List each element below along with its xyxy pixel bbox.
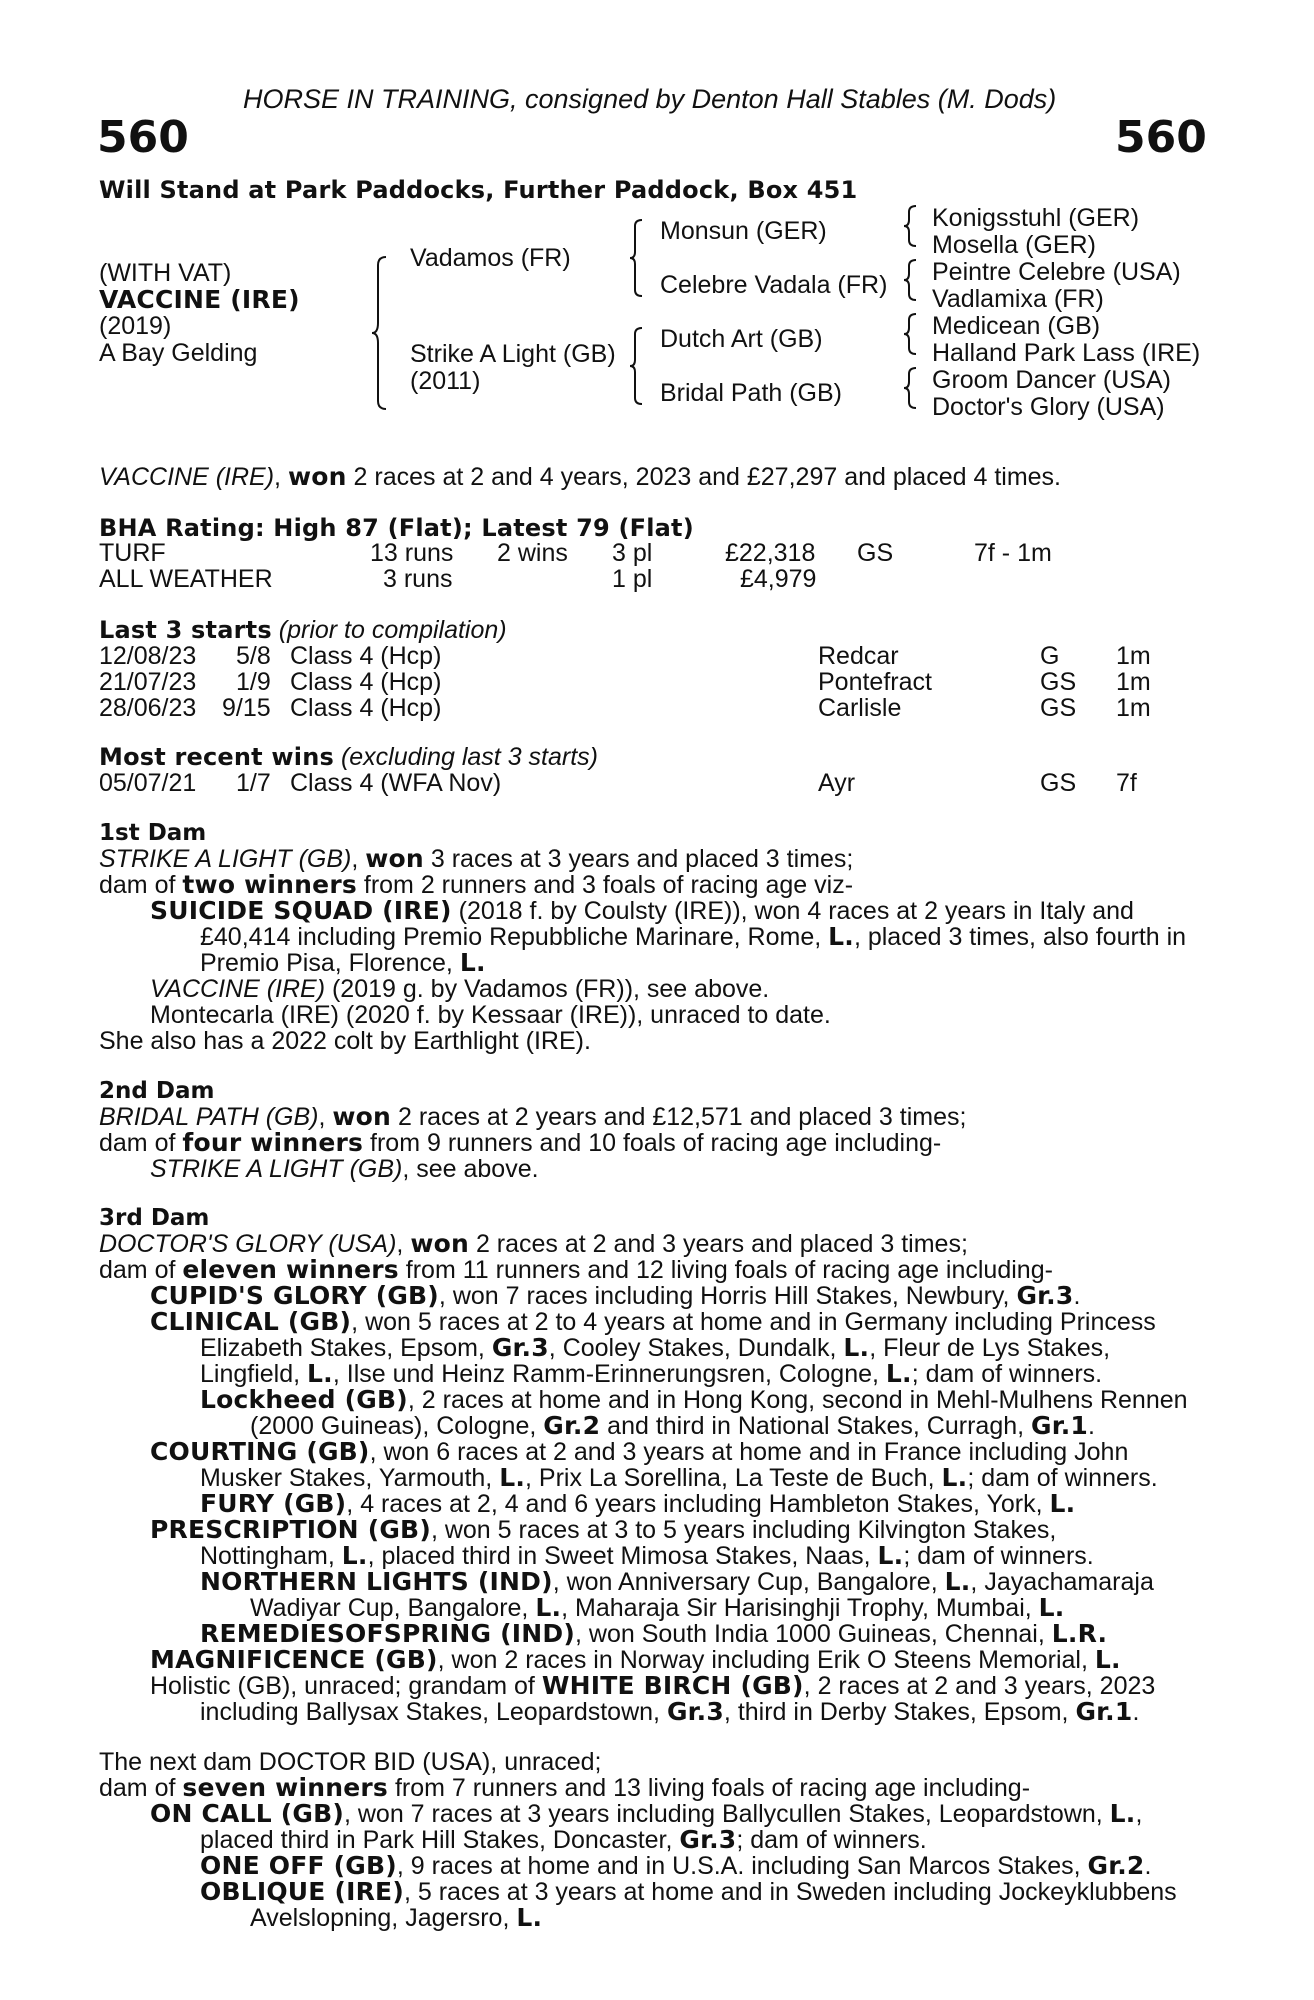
horse-description: A Bay Gelding	[99, 339, 258, 367]
text: dam of	[99, 871, 183, 899]
first-dam-line-1	[99, 846, 853, 872]
start-3-pos: 9/15	[222, 694, 271, 722]
on-call-line-2	[200, 1827, 927, 1853]
grandsire-3: Dutch Art (GB)	[660, 325, 823, 353]
first-dam-line-7: Montecarla (IRE) (2020 f. by Kessaar (IRE)), unraced to date.	[150, 1001, 831, 1029]
clinical-line-2	[200, 1335, 1110, 1361]
text: , 2 races at home and in Hong Kong, second in Mehl-Mulhens Rennen	[407, 1386, 1188, 1414]
bracket-ggp-1	[904, 204, 918, 248]
start-1-course: Redcar	[818, 642, 899, 670]
grade: Gr.3	[666, 1697, 724, 1726]
ggp-4: Vadlamixa (FR)	[932, 285, 1104, 313]
text: , won South India 1000 Guineas, Chennai,	[575, 1620, 1052, 1648]
grade: Gr.2	[1087, 1851, 1145, 1880]
text: , 5 races at 3 years at home and in Sweden including Jockeyklubbens	[403, 1878, 1177, 1906]
text: , 4 races at 2, 4 and 6 years including Hambleton Stakes, York,	[346, 1490, 1050, 1518]
ggp-2: Mosella (GER)	[932, 231, 1096, 259]
text: ,	[396, 1230, 411, 1258]
progeny-name: MAGNIFICENCE (GB)	[150, 1645, 438, 1674]
prescription-line-2	[200, 1543, 1094, 1569]
grade: L.R.	[1051, 1619, 1108, 1648]
start-3-course: Carlisle	[818, 694, 902, 722]
start-3-date: 28/06/23	[99, 694, 197, 722]
aw-prize: £4,979	[740, 565, 817, 593]
grade: L.	[1038, 1593, 1065, 1622]
progeny-name: OBLIQUE (IRE)	[200, 1877, 404, 1906]
win-1-course: Ayr	[818, 769, 856, 797]
progeny-name: NORTHERN LIGHTS (IND)	[200, 1567, 553, 1596]
text: from 7 runners and 13 living foals of racing age including-	[388, 1774, 1031, 1802]
text: .	[1132, 1698, 1140, 1726]
clinical-line-1	[150, 1309, 1156, 1335]
text: , 9 races at home and in U.S.A. including San Marcos Stakes,	[396, 1852, 1088, 1880]
start-1-date: 12/08/23	[99, 642, 197, 670]
text: , Fleur de Lys Stakes,	[869, 1334, 1111, 1362]
ggp-6: Halland Park Lass (IRE)	[932, 339, 1201, 367]
turf-runs: 13 runs	[370, 539, 454, 567]
winners-count: four winners	[182, 1128, 364, 1157]
grade: L.	[877, 1541, 904, 1570]
ggp-3: Peintre Celebre (USA)	[932, 258, 1181, 286]
winners-count: eleven winners	[182, 1255, 399, 1284]
cupids-glory-line	[150, 1283, 1080, 1309]
progeny-name: ONE OFF (GB)	[200, 1851, 397, 1880]
grade: Gr.3	[1016, 1281, 1074, 1310]
grade: L.	[828, 922, 854, 951]
start-1-class: Class 4 (Hcp)	[290, 642, 442, 670]
progeny-name: STRIKE A LIGHT (GB)	[150, 1155, 403, 1183]
text: ,	[1135, 1800, 1143, 1828]
ggp-8: Doctor's Glory (USA)	[932, 393, 1165, 421]
magnificence-line	[150, 1647, 1121, 1673]
grade: Gr.3	[679, 1825, 737, 1854]
progeny-name: PRESCRIPTION (GB)	[150, 1515, 431, 1544]
text: , 2 races at 2 and 3 years, 2023	[803, 1672, 1156, 1700]
text: , placed 3 times, also fourth in	[853, 923, 1187, 951]
first-dam-heading: 1st Dam	[99, 820, 207, 846]
text: , won 5 races at 3 to 5 years including Kilvington Stakes,	[430, 1516, 1057, 1544]
second-dam-name: BRIDAL PATH (GB)	[99, 1103, 319, 1131]
text: , won 5 races at 2 to 4 years at home and in Germany including Princess	[351, 1308, 1156, 1336]
lockheed-line-2	[250, 1413, 1095, 1439]
bracket-ggp-4	[904, 366, 918, 410]
text: , won 2 races in Norway including Erik O Steens Memorial,	[437, 1646, 1095, 1674]
text: , third in Derby Stakes, Epsom,	[723, 1698, 1076, 1726]
text: , see above.	[402, 1155, 539, 1183]
text: (2019 g. by Vadamos (FR)), see above.	[325, 975, 770, 1003]
courting-line-1	[150, 1439, 1128, 1465]
text: ; dam of winners.	[903, 1542, 1094, 1570]
aw-runs: 3 runs	[383, 565, 453, 593]
start-3-class: Class 4 (Hcp)	[290, 694, 442, 722]
last-starts-note: (prior to compilation)	[271, 616, 507, 644]
first-dam-line-5	[200, 950, 486, 976]
next-dam-line-2	[99, 1775, 1030, 1801]
recent-wins-note: (excluding last 3 starts)	[334, 743, 598, 771]
progeny-name: REMEDIESOFSPRING (IND)	[200, 1619, 576, 1648]
turf-going: GS	[857, 539, 894, 567]
text: (2000 Guineas), Cologne,	[250, 1412, 544, 1440]
text: .	[1073, 1282, 1081, 1310]
text: £40,414 including Premio Repubbliche Marinare, Rome,	[200, 923, 829, 951]
northern-lights-line-2	[250, 1595, 1064, 1621]
dam-year: (2011)	[410, 367, 481, 395]
race-summary: VACCINE (IRE), won 2 races at 2 and 4 years, 2023 and £27,297 and placed 4 times.	[99, 462, 1061, 491]
courting-line-2	[200, 1465, 1158, 1491]
text: , won 7 races including Horris Hill Stakes, Newbury,	[438, 1282, 1017, 1310]
grade: L.	[843, 1333, 870, 1362]
text: Avelslopning, Jagersro,	[250, 1904, 517, 1932]
lockheed-line-1	[200, 1387, 1188, 1413]
text: Lingfield,	[200, 1360, 308, 1388]
grade: L.	[1109, 1799, 1136, 1828]
progeny-name: SUICIDE SQUAD (IRE)	[150, 896, 452, 925]
horse-year: (2019)	[99, 312, 172, 340]
win-1-pos: 1/7	[236, 769, 271, 797]
last-starts-title: Last 3 starts	[99, 616, 272, 644]
vat-note: (WITH VAT)	[99, 259, 232, 287]
text: dam of	[99, 1256, 183, 1284]
grade: L.	[944, 1567, 971, 1596]
grade: L.	[941, 1463, 968, 1492]
text: dam of	[99, 1129, 183, 1157]
text: and third in National Stakes, Curragh,	[600, 1412, 1032, 1440]
text: from 11 runners and 12 living foals of racing age including-	[398, 1256, 1053, 1284]
text: 2 races at 2 years and £12,571 and placed 3 times;	[391, 1103, 967, 1131]
text: , Maharaja Sir Harisinghji Trophy, Mumbai,	[561, 1594, 1039, 1622]
third-dam-name: DOCTOR'S GLORY (USA)	[99, 1230, 397, 1258]
third-dam-line-1	[99, 1231, 968, 1257]
first-dam-line-8: She also has a 2022 colt by Earthlight (IRE).	[99, 1027, 591, 1055]
third-dam-heading: 3rd Dam	[99, 1205, 210, 1231]
holistic-line-1	[150, 1673, 1155, 1699]
turf-distance: 7f - 1m	[974, 539, 1052, 567]
won-label: won	[332, 1102, 392, 1131]
text: ; dam of winners.	[967, 1464, 1158, 1492]
text: ; dam of winners.	[736, 1826, 927, 1854]
next-dam-line-1: The next dam DOCTOR BID (USA), unraced;	[99, 1748, 602, 1776]
text: Musker Stakes, Yarmouth,	[200, 1464, 500, 1492]
oblique-line-1	[200, 1879, 1177, 1905]
grade: L.	[499, 1463, 526, 1492]
progeny-name: FURY (GB)	[200, 1489, 347, 1518]
text: dam of	[99, 1774, 183, 1802]
start-2-course: Pontefract	[818, 668, 932, 696]
start-3-dist: 1m	[1116, 694, 1151, 722]
start-2-class: Class 4 (Hcp)	[290, 668, 442, 696]
ggp-1: Konigsstuhl (GER)	[932, 204, 1140, 232]
win-1-class: Class 4 (WFA Nov)	[290, 769, 502, 797]
text: Elizabeth Stakes, Epsom,	[200, 1334, 492, 1362]
text: ; dam of winners.	[911, 1360, 1103, 1388]
second-dam-line-2	[99, 1130, 941, 1156]
second-dam-line-1	[99, 1104, 966, 1130]
text: (2018 f. by Coulsty (IRE)), won 4 races at 2 years in Italy and	[451, 897, 1134, 925]
clinical-line-3	[200, 1361, 1102, 1387]
horse-name: VACCINE (IRE)	[99, 285, 300, 314]
start-2-date: 21/07/23	[99, 668, 197, 696]
start-1-going: G	[1040, 642, 1060, 670]
last-starts-heading	[99, 617, 507, 643]
grade: L.	[516, 1903, 543, 1932]
win-1-dist: 7f	[1116, 769, 1137, 797]
text: ,	[318, 1103, 333, 1131]
text: .	[1144, 1852, 1152, 1880]
recent-wins-title: Most recent wins	[99, 743, 334, 771]
grade: Gr.1	[1075, 1697, 1133, 1726]
prescription-line-1	[150, 1517, 1056, 1543]
text: , Prix La Sorellina, La Teste de Buch,	[525, 1464, 942, 1492]
text: ,	[351, 845, 366, 873]
turf-placed: 3 pl	[612, 539, 653, 567]
bracket-ggp-2	[904, 258, 918, 302]
remediesofspring-line	[200, 1621, 1107, 1647]
text: Wadiyar Cup, Bangalore,	[250, 1594, 536, 1622]
sire-name: Vadamos (FR)	[410, 244, 571, 272]
aw-placed: 1 pl	[612, 565, 653, 593]
second-dam-line-3	[150, 1156, 539, 1182]
grade: L.	[535, 1593, 562, 1622]
grade: L.	[307, 1359, 333, 1388]
summary-horse: VACCINE (IRE)	[99, 463, 275, 491]
summary-won: won	[287, 462, 347, 491]
holistic-line-2	[200, 1699, 1139, 1725]
grade: Gr.1	[1031, 1411, 1089, 1440]
grade: Gr.2	[543, 1411, 601, 1440]
first-dam-line-6	[150, 976, 769, 1002]
text: including Ballysax Stakes, Leopardstown,	[200, 1698, 667, 1726]
lot-number-right: 560	[1115, 112, 1207, 163]
first-dam-line-2	[99, 872, 853, 898]
first-dam-line-4	[200, 924, 1186, 950]
progeny-name: VACCINE (IRE)	[150, 975, 326, 1003]
text: .	[1088, 1412, 1095, 1440]
won-label: won	[365, 844, 424, 873]
text: Nottingham,	[200, 1542, 342, 1570]
bracket-parents	[372, 255, 388, 411]
turf-wins: 2 wins	[497, 539, 568, 567]
text: from 2 runners and 3 foals of racing age viz-	[356, 871, 854, 899]
win-1-date: 05/07/21	[99, 769, 197, 797]
consignment-line: HORSE IN TRAINING, consigned by Denton Hall Stables (M. Dods)	[243, 84, 1057, 114]
text: , won Anniversary Cup, Bangalore,	[552, 1568, 945, 1596]
winners-count: two winners	[182, 870, 357, 899]
progeny-name: ON CALL (GB)	[150, 1799, 344, 1828]
text: 2 races at 2 and 3 years and placed 3 times;	[469, 1230, 968, 1258]
turf-prize: £22,318	[725, 539, 816, 567]
grade: L.	[885, 1359, 912, 1388]
grade: L.	[1094, 1645, 1121, 1674]
northern-lights-line-1	[200, 1569, 1154, 1595]
text: , placed third in Sweet Mimosa Stakes, Naas,	[367, 1542, 878, 1570]
on-call-line-1	[150, 1801, 1142, 1827]
third-dam-line-2	[99, 1257, 1053, 1283]
one-off-line	[200, 1853, 1151, 1879]
second-dam-heading: 2nd Dam	[99, 1078, 215, 1104]
summary-text: 2 races at 2 and 4 years, 2023 and £27,297 and placed 4 times.	[346, 463, 1061, 491]
text: from 9 runners and 10 foals of racing age including-	[363, 1129, 942, 1157]
start-1-pos: 5/8	[236, 642, 271, 670]
aw-surface: ALL WEATHER	[99, 565, 273, 593]
grade: Gr.3	[491, 1333, 549, 1362]
progeny-name: Lockheed (GB)	[200, 1385, 408, 1414]
start-2-dist: 1m	[1116, 668, 1151, 696]
fury-line	[200, 1491, 1075, 1517]
ggp-7: Groom Dancer (USA)	[932, 366, 1171, 394]
progeny-name: CUPID'S GLORY (GB)	[150, 1281, 439, 1310]
win-1-going: GS	[1040, 769, 1077, 797]
text: , won 6 races at 2 and 3 years at home and in France including John	[369, 1438, 1129, 1466]
dam-name: Strike A Light (GB)	[410, 340, 616, 368]
grandsire-2: Celebre Vadala (FR)	[660, 271, 888, 299]
turf-surface: TURF	[99, 539, 166, 567]
lot-number-left: 560	[97, 112, 189, 163]
winners-count: seven winners	[182, 1773, 388, 1802]
grade: L.	[341, 1541, 368, 1570]
first-dam-line-3	[150, 898, 1134, 924]
won-label: won	[410, 1229, 469, 1258]
ggp-5: Medicean (GB)	[932, 312, 1101, 340]
start-2-pos: 1/9	[236, 668, 271, 696]
progeny-name: COURTING (GB)	[150, 1437, 370, 1466]
text: , Ilse und Heinz Ramm-Erinnerungsren, Cologne,	[332, 1360, 886, 1388]
text: , won 7 races at 3 years including Ballycullen Stakes, Leopardstown,	[343, 1800, 1110, 1828]
text: 3 races at 3 years and placed 3 times;	[423, 845, 854, 873]
start-1-dist: 1m	[1116, 642, 1151, 670]
start-2-going: GS	[1040, 668, 1077, 696]
bracket-dam	[630, 326, 644, 406]
grandsire-4: Bridal Path (GB)	[660, 379, 843, 407]
bha-rating: BHA Rating: High 87 (Flat); Latest 79 (Flat)	[99, 514, 694, 542]
first-dam-name: STRIKE A LIGHT (GB)	[99, 845, 352, 873]
text: placed third in Park Hill Stakes, Doncaster,	[200, 1826, 680, 1854]
progeny-name: WHITE BIRCH (GB)	[541, 1671, 804, 1700]
grade: L.	[459, 948, 486, 977]
text: Holistic (GB), unraced; grandam of	[150, 1672, 542, 1700]
text: Premio Pisa, Florence,	[200, 949, 460, 977]
progeny-name: CLINICAL (GB)	[150, 1307, 352, 1336]
text: , Jayachamaraja	[970, 1568, 1154, 1596]
start-3-going: GS	[1040, 694, 1077, 722]
grade: L.	[1049, 1489, 1076, 1518]
text: , Cooley Stakes, Dundalk,	[548, 1334, 844, 1362]
stand-location: Will Stand at Park Paddocks, Further Paddock, Box 451	[99, 176, 858, 204]
bracket-ggp-3	[904, 312, 918, 356]
grandsire-1: Monsun (GER)	[660, 217, 827, 245]
oblique-line-2	[250, 1905, 542, 1931]
bracket-sire	[630, 218, 644, 298]
recent-wins-heading	[99, 744, 598, 770]
